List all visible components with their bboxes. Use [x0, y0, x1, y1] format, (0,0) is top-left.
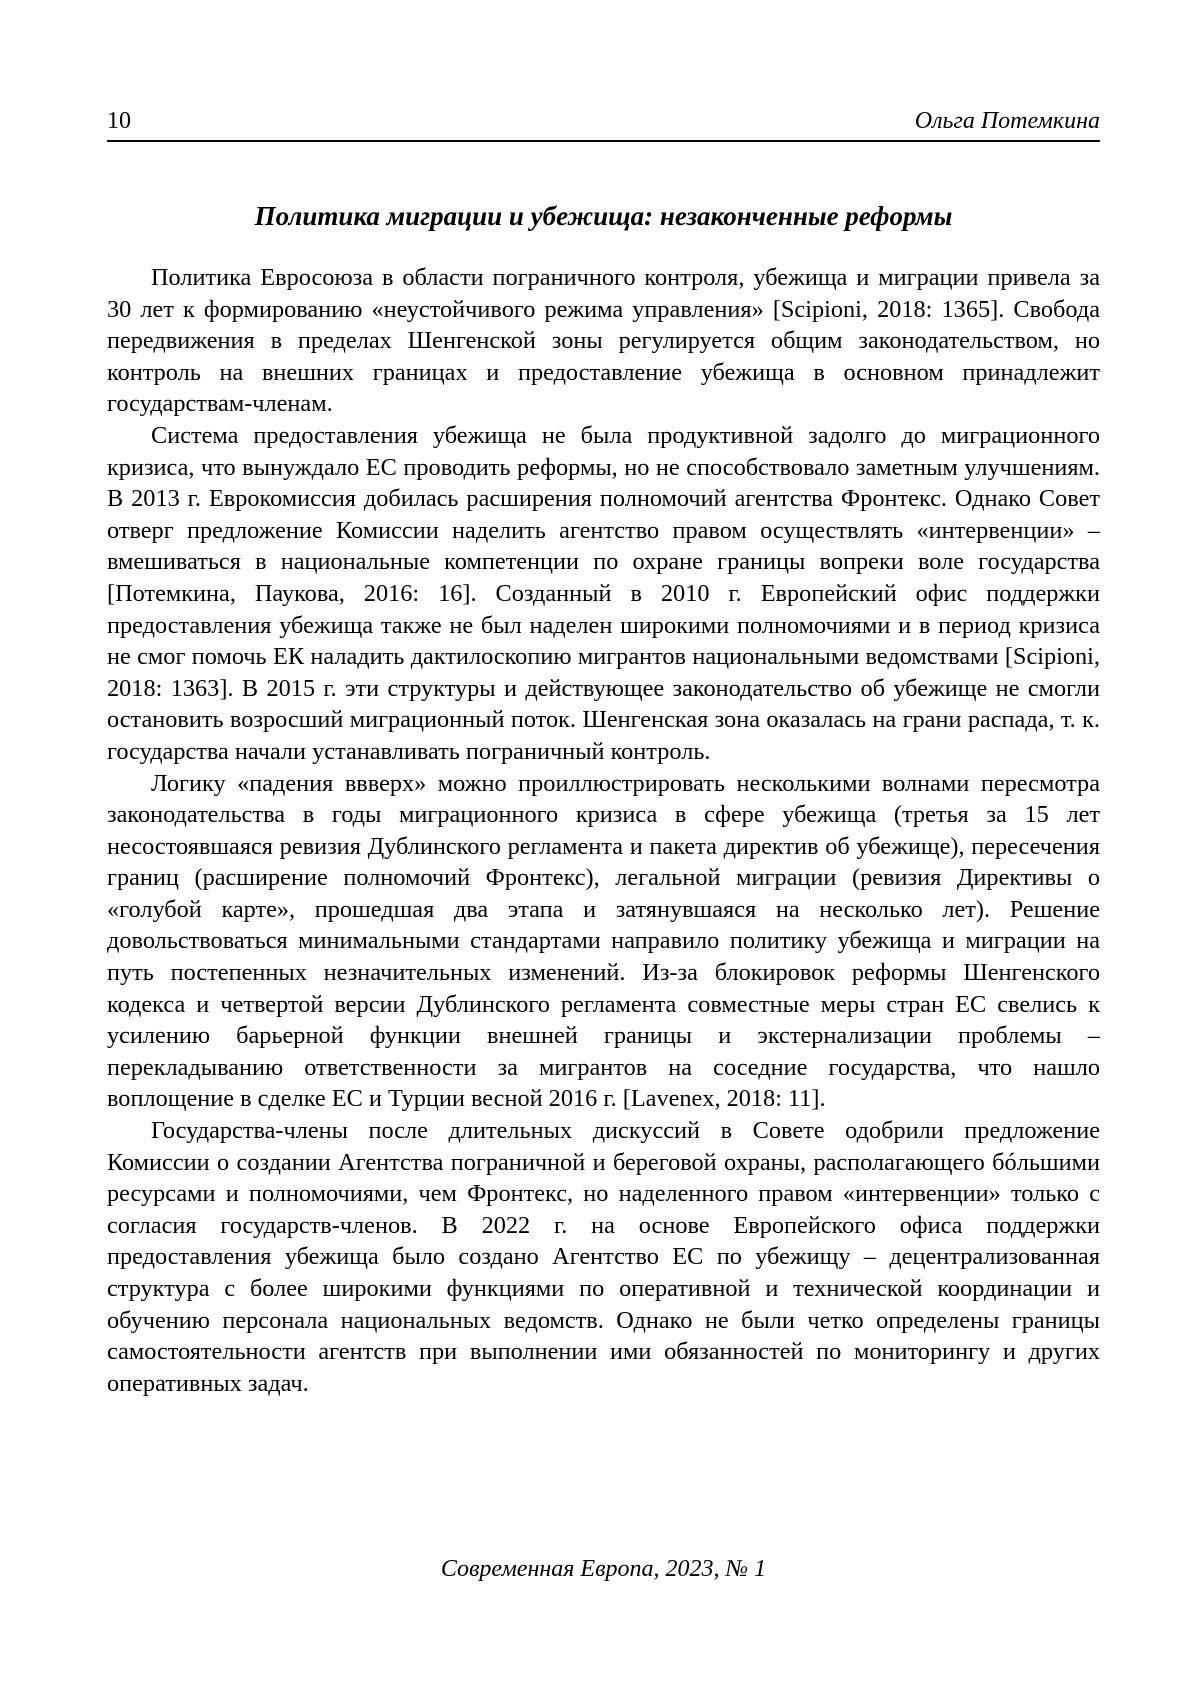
section-title: Политика миграции и убежища: незаконченные реформы: [254, 201, 953, 231]
article-body: [107, 262, 1100, 1399]
paragraph: Государства-члены после длительных дискуссий в Совете одобрили предложение Комиссии о создании Агентства пограничной и береговой охраны, располагающего бóльшими ресурсами и полномочиями, чем Фронтекс, но наделенного правом «интервенции» только с согласия государств-членов. В 2022 г. на основе Европейского офиса поддержки предоставления убежища было создано Агентство ЕС по убежищу – децентрализованная структура с более широкими функциями по оперативной и технической координации и обучению персонала национальных ведомств. Однако не были четко определены границы самостоятельности агентств при выполнении ими обязанностей по мониторингу и других оперативных задач.: [107, 1117, 1100, 1397]
paragraph: Логику «падения ввверх» можно проиллюстрировать несколькими волнами пересмотра законодательства в годы миграционного кризиса в сфере убежища (третья за 15 лет несостоявшаяся ревизия Дублинского регламента и пакета директив об убежище), пересечения границ (расширение полномочий Фронтекс), легальной миграции (ревизия Директивы о «голубой карте», прошедшая два этапа и затянувшаяся на несколько лет). Решение довольствоваться минимальными стандартами направило политику убежища и миграции на путь постепенных незначительных изменений. Из-за блокировок реформы Шенгенского кодекса и четвертой версии Дублинского регламента совместные меры стран ЕС свелись к усилению барьерной функции внешней границы и экстернализации проблемы – перекладыванию ответственности за мигрантов на соседние государства, что нашло воплощение в сделке ЕС и Турции весной 2016 г. [Lavenex, 2018: 11].: [107, 769, 1100, 1113]
paragraph: Политика Евросоюза в области пограничного контроля, убежища и миграции привела за 30 лет к формированию «неустойчивого режима управления» [Scipioni, 2018: 1365]. Свобода передвижения в пределах Шенгенской зоны регулируется общим законодательством, но контроль на внешних границах и предоставление убежища в основном принадлежит государствам-членам.: [107, 264, 1100, 418]
journal-footer: Современная Европа, 2023, № 1: [440, 1556, 767, 1582]
running-header: [107, 104, 1100, 142]
running-author: Ольга Потемкина: [914, 108, 1100, 134]
paragraph: Система предоставления убежища не была продуктивной задолго до миграционного кризиса, что вынуждало ЕС проводить реформы, но не способствовало заметным улучшениям. В 2013 г. Еврокомиссия добилась расширения полномочий агентства Фронтекс. Однако Совет отверг предложение Комиссии наделить агентство правом осуществлять «интервенции» – вмешиваться в национальные компетенции по охране границы вопреки воле государства [Потемкина, Паукова, 2016: 16]. Созданный в 2010 г. Европейский офис поддержки предоставления убежища также не был наделен широкими полномочиями и в период кризиса не смог помочь ЕК наладить дактилоскопию мигрантов национальными ведомствами [Scipioni, 2018: 1363]. В 2015 г. эти структуры и действующее законодательство об убежище не смогли остановить возросший миграционный поток. Шенгенская зона оказалась на грани распада, т. к. государства начали устанавливать пограничный контроль.: [107, 421, 1100, 765]
page-number: 10: [107, 108, 131, 134]
